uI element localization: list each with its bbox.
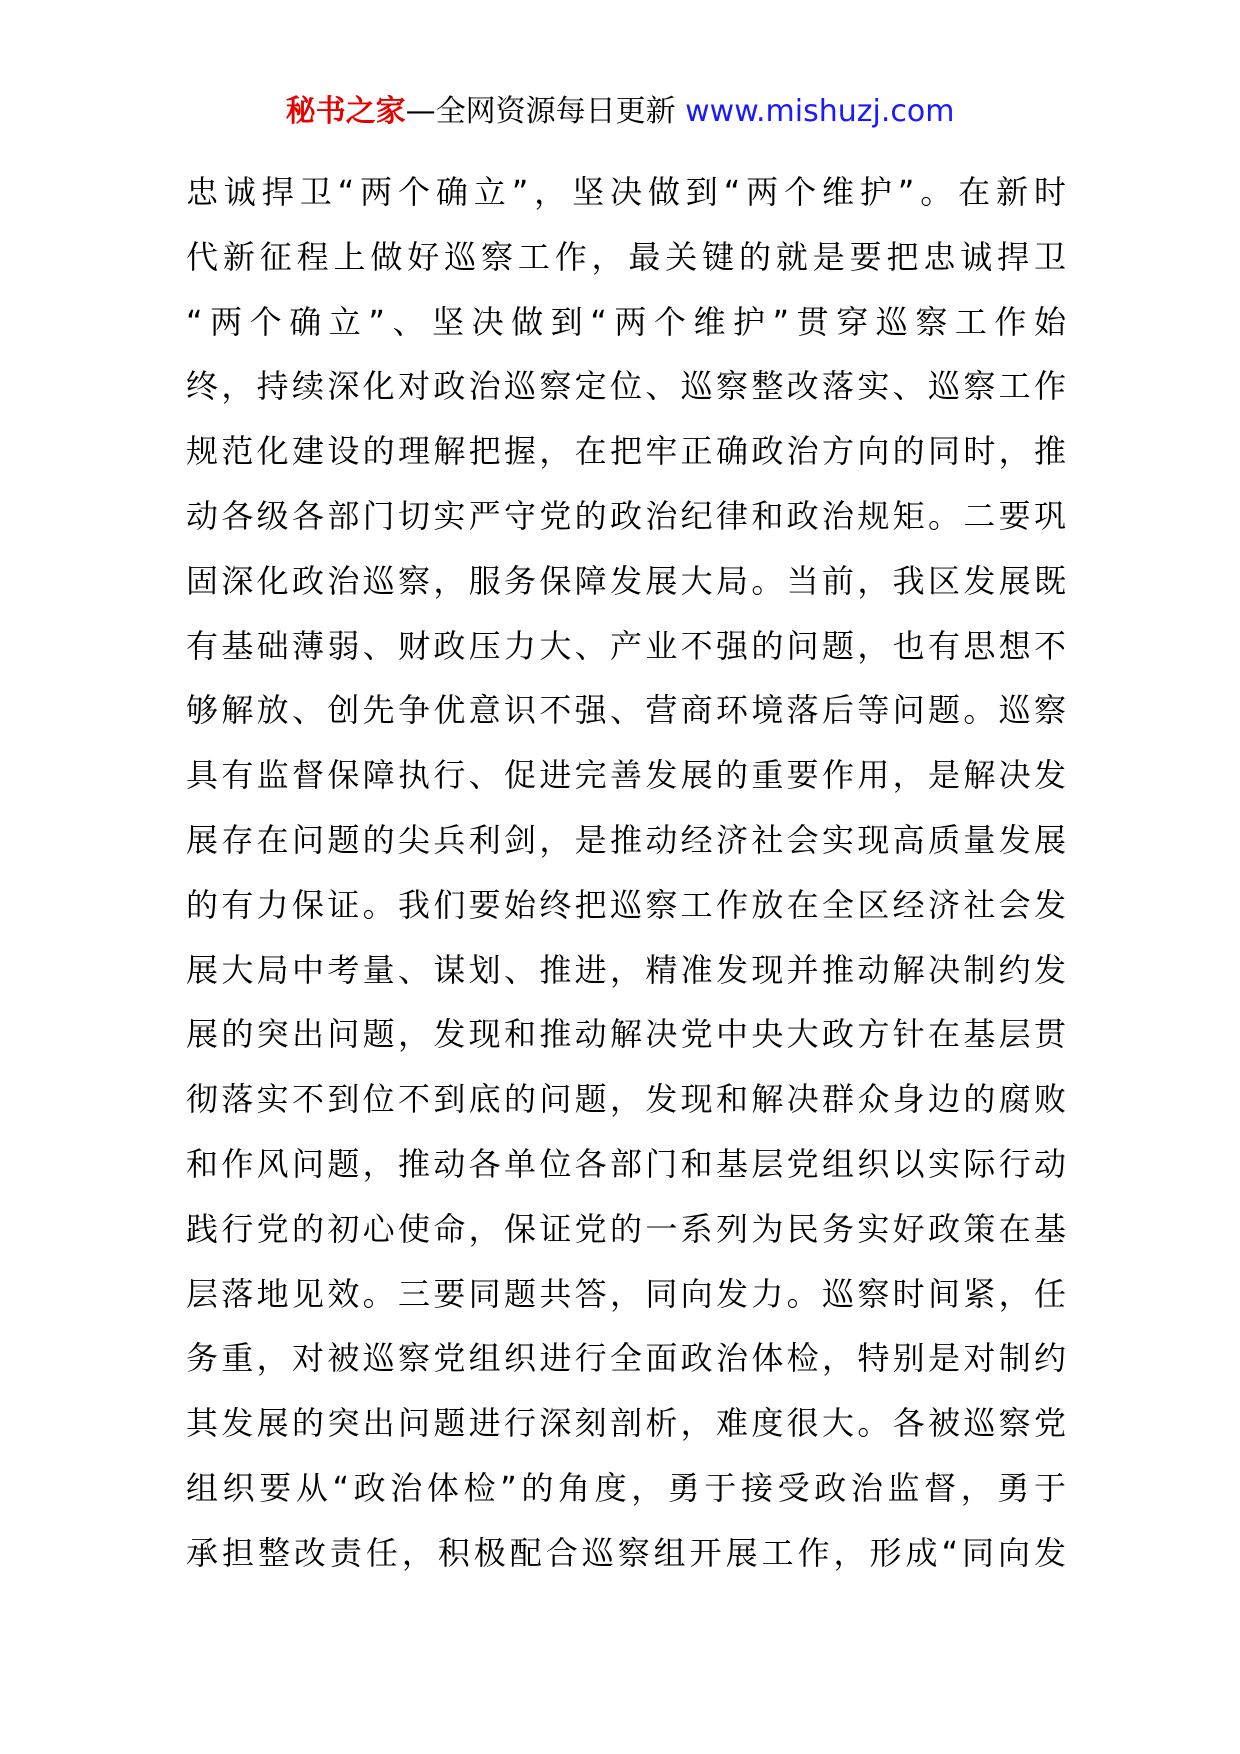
body-line: 展的突出问题，发现和推动解决党中央大政方针在基层贯 xyxy=(186,1015,1066,1054)
body-line: 层落地见效。三要同题共答，同向发力。巡察时间紧，任 xyxy=(186,1274,1066,1313)
body-line: 够解放、创先争优意识不强、营商环境落后等问题。巡察 xyxy=(186,691,1066,730)
body-line: 务重，对被巡察党组织进行全面政治体检，特别是对制约 xyxy=(186,1339,1066,1378)
body-line: “两个确立”、坚决做到“两个维护”贯穿巡察工作始 xyxy=(186,302,1066,341)
body-line: 忠诚捍卫“两个确立”，坚决做到“两个维护”。在新时 xyxy=(186,173,1066,211)
body-line: 有基础薄弱、财政压力大、产业不强的问题，也有思想不 xyxy=(186,626,1066,665)
body-line: 固深化政治巡察，服务保障发展大局。当前，我区发展既 xyxy=(186,561,1066,600)
site-url-link[interactable]: www.mishuzj.com xyxy=(685,94,955,129)
body-line: 终，持续深化对政治巡察定位、巡察整改落实、巡察工作 xyxy=(186,367,1066,406)
document-body xyxy=(186,160,1066,1586)
body-line: 彻落实不到位不到底的问题，发现和解决群众身边的腐败 xyxy=(186,1080,1066,1119)
body-line: 展大局中考量、谋划、推进，精准发现并推动解决制约发 xyxy=(186,950,1066,989)
brand-name: 秘书之家 xyxy=(285,94,406,129)
body-line: 践行党的初心使命，保证党的一系列为民务实好政策在基 xyxy=(186,1209,1066,1248)
body-line: 规范化建设的理解把握，在把牢正确政治方向的同时，推 xyxy=(186,432,1066,471)
body-line: 承担整改责任，积极配合巡察组开展工作，形成“同向发 xyxy=(186,1533,1066,1572)
body-line: 具有监督保障执行、促进完善发展的重要作用，是解决发 xyxy=(186,756,1066,795)
header-tagline: —全网资源每日更新 xyxy=(405,94,686,129)
body-line: 展存在问题的尖兵利剑，是推动经济社会实现高质量发展 xyxy=(186,820,1066,859)
body-line: 动各级各部门切实严守党的政治纪律和政治规矩。二要巩 xyxy=(186,496,1066,535)
body-line: 和作风问题，推动各单位各部门和基层党组织以实际行动 xyxy=(186,1144,1066,1183)
body-line: 其发展的突出问题进行深刻剖析，难度很大。各被巡察党 xyxy=(186,1404,1066,1443)
body-line: 代新征程上做好巡察工作，最关键的就是要把忠诚捍卫 xyxy=(186,237,1066,276)
page-header xyxy=(0,92,1240,132)
body-line: 组织要从“政治体检”的角度，勇于接受政治监督，勇于 xyxy=(186,1468,1066,1507)
body-line: 的有力保证。我们要始终把巡察工作放在全区经济社会发 xyxy=(186,885,1066,924)
